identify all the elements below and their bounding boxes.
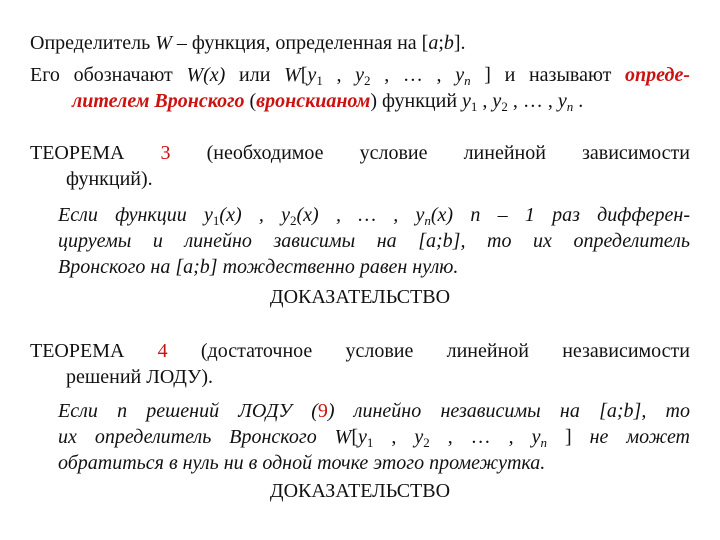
theorem-3-statement-2 xyxy=(58,228,690,254)
theorem-4-proof-heading xyxy=(0,478,720,504)
text: (x) , xyxy=(219,204,282,226)
subscript: n xyxy=(566,99,574,114)
theorem-3-statement-3 xyxy=(58,254,690,280)
definition-line-1 xyxy=(30,30,690,56)
math-a: a xyxy=(183,256,194,278)
math-y: y xyxy=(204,204,213,226)
proof-heading: ДОКАЗАТЕЛЬСТВО xyxy=(269,286,451,308)
math-y: y xyxy=(462,90,471,112)
math-y: y xyxy=(557,90,567,112)
proof-heading: ДОКАЗАТЕЛЬСТВО xyxy=(269,480,451,502)
theorem-number: 3 xyxy=(160,142,171,164)
subscript: 2 xyxy=(501,99,508,114)
text: , xyxy=(373,426,415,448)
text: решений ЛОДУ). xyxy=(66,366,213,388)
math-b: b xyxy=(442,230,453,252)
theorem-4-title xyxy=(30,338,690,364)
text: ]. xyxy=(453,32,466,54)
text: Его обозначают xyxy=(30,64,187,86)
math-a: a xyxy=(428,32,439,54)
math-y: y xyxy=(281,204,290,226)
text: , xyxy=(477,90,493,112)
highlighted-term: лителем Вронского xyxy=(72,90,245,112)
subscript: n xyxy=(464,73,471,88)
text: Если функции xyxy=(58,204,205,226)
text: ; xyxy=(193,256,200,278)
text: ] xyxy=(546,426,572,448)
theorem-label: ТЕОРЕМА xyxy=(30,340,158,362)
text: ( xyxy=(244,90,257,112)
math-y: y xyxy=(358,426,367,448)
math-n: n xyxy=(117,400,128,422)
text: (x) xyxy=(430,204,471,226)
math-b: b xyxy=(199,256,210,278)
text: ] тождественно равен нулю. xyxy=(209,256,459,278)
theorem-4-statement-1 xyxy=(58,398,690,424)
math-a: a xyxy=(606,400,617,422)
text: . xyxy=(573,90,584,112)
text: [ xyxy=(351,426,359,448)
subscript: 1 xyxy=(316,73,323,88)
theorem-3-proof-heading xyxy=(0,284,720,310)
text: функций). xyxy=(66,168,153,190)
text: (достаточное условие линейной независимости xyxy=(167,340,690,362)
math-y: y xyxy=(414,426,424,448)
text: ], то xyxy=(633,400,690,422)
text: , … , xyxy=(370,64,456,86)
text: ; xyxy=(436,230,443,252)
text: или xyxy=(225,64,285,86)
text: ; xyxy=(616,400,624,422)
subscript: 1 xyxy=(366,435,374,450)
math-w: W xyxy=(186,64,204,86)
theorem-4-statement-3 xyxy=(58,450,690,476)
text: , … , xyxy=(429,426,532,448)
text: Определитель xyxy=(30,32,156,54)
subscript: 2 xyxy=(423,435,430,450)
text: Если xyxy=(58,400,118,422)
text: ] xyxy=(470,64,491,86)
text: , … , xyxy=(507,90,558,112)
math-y: y xyxy=(415,204,425,226)
subscript: 2 xyxy=(364,73,371,88)
math-b: b xyxy=(623,400,634,422)
math-x: (x) xyxy=(203,64,226,86)
text: ], то их определитель xyxy=(452,230,690,252)
text: ; xyxy=(438,32,444,54)
highlighted-term: вронскианом xyxy=(256,90,371,112)
math-w: W xyxy=(334,426,352,448)
text: их определитель Вронского xyxy=(58,426,335,448)
subscript: n xyxy=(424,213,431,228)
subscript: 1 xyxy=(470,99,478,114)
math-y: y xyxy=(307,64,317,86)
math-y: y xyxy=(355,64,365,86)
text: – функция, определенная на [ xyxy=(171,32,429,54)
math-y: y xyxy=(455,64,465,86)
text: [ xyxy=(300,64,308,86)
text: , xyxy=(322,64,356,86)
math-y: y xyxy=(492,90,502,112)
highlighted-term: опреде- xyxy=(625,64,691,86)
subscript: 1 xyxy=(212,213,220,228)
theorem-4-title-line-2 xyxy=(66,364,690,390)
text: ) линейно независимы на [ xyxy=(327,400,607,422)
math-w: W xyxy=(155,32,172,54)
theorem-3-title xyxy=(30,140,690,166)
text: и называют xyxy=(490,64,626,86)
theorem-label: ТЕОРЕМА xyxy=(30,142,161,164)
text: цируемы и линейно зависимы на [ xyxy=(58,230,426,252)
theorem-number: 4 xyxy=(157,340,168,362)
math-w: W xyxy=(284,64,301,86)
text: (необходимое условие линейной зависимости xyxy=(170,142,690,164)
math-b: b xyxy=(443,32,454,54)
text: (x) , … , xyxy=(296,204,416,226)
definition-line-3 xyxy=(72,88,690,120)
math-y: y xyxy=(531,426,541,448)
math-n: n xyxy=(470,204,481,226)
text: решений ЛОДУ ( xyxy=(127,400,318,422)
text: ) функций xyxy=(370,90,463,112)
math-a: a xyxy=(426,230,436,252)
text: Вронского на [ xyxy=(58,256,184,278)
text: не может xyxy=(571,426,690,448)
text: – 1 раз дифферен- xyxy=(480,204,691,226)
equation-reference: 9 xyxy=(317,400,328,422)
subscript: 2 xyxy=(290,213,297,228)
subscript: n xyxy=(540,435,547,450)
text: обратиться в нуль ни в одной точке этого промежутка. xyxy=(58,452,546,474)
theorem-3-title-line-2 xyxy=(66,166,690,192)
